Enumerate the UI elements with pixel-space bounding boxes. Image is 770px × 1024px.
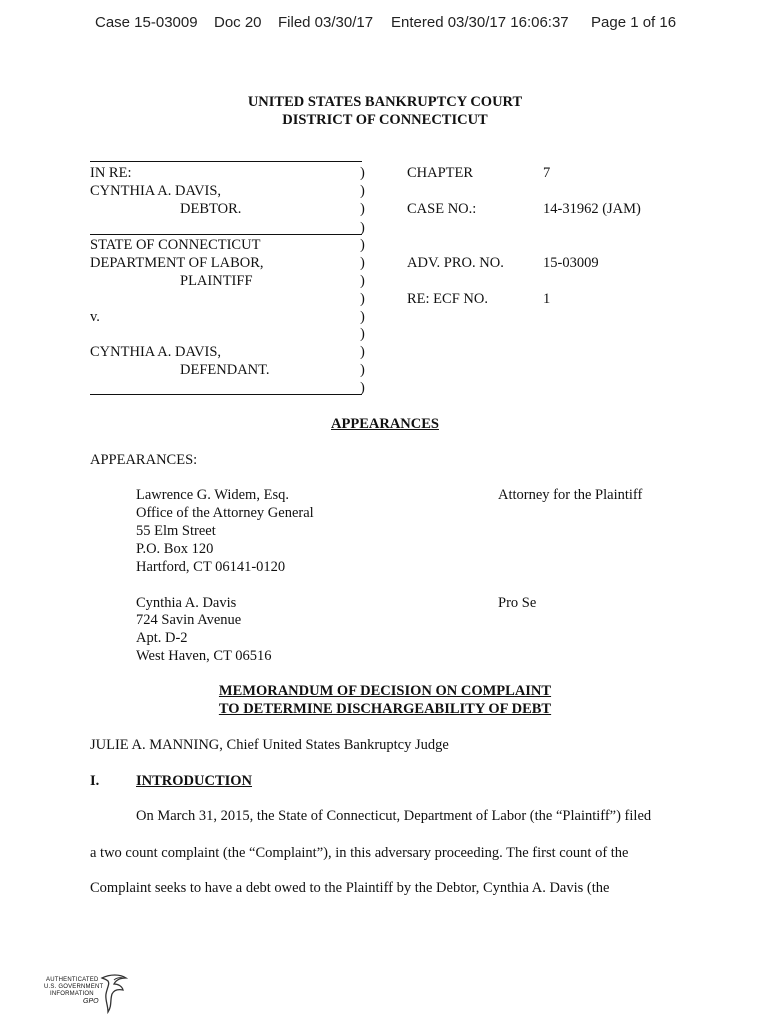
adversary-number-label: ADV. PRO. NO. (407, 255, 504, 271)
header-filed-date: Filed 03/30/17 (278, 14, 374, 31)
header-doc-number: Doc 20 (214, 14, 262, 31)
body-line: Complaint seeks to have a debt owed to the Plaintiff by the Debtor, Cynthia A. Davis (the (90, 880, 610, 896)
caption-rule-middle (90, 234, 362, 235)
pro-se-role: Pro Se (498, 595, 537, 611)
caption-debtor-name: CYNTHIA A. DAVIS, (90, 183, 222, 199)
counsel-address-line: P.O. Box 120 (136, 541, 214, 557)
appearances-heading: APPEARANCES (331, 416, 439, 432)
caption-plaintiff-role: PLAINTIFF (180, 273, 253, 289)
section-title: INTRODUCTION (136, 773, 253, 789)
judge-line: JULIE A. MANNING, Chief United States Bankruptcy Judge (90, 737, 449, 753)
caption-plaintiff-line1: STATE OF CONNECTICUT (90, 237, 261, 253)
pro-se-address-line: 724 Savin Avenue (136, 612, 242, 628)
caption-paren: ) (360, 201, 365, 217)
caption-paren: ) (360, 237, 365, 253)
court-name: UNITED STATES BANKRUPTCY COURT (247, 94, 523, 110)
pro-se-address-line: Apt. D-2 (136, 630, 188, 646)
caption-paren: ) (360, 183, 365, 199)
counsel-address-line: 55 Elm Street (136, 523, 216, 539)
caption-defendant-name: CYNTHIA A. DAVIS, (90, 344, 222, 360)
ecf-number-value: 1 (543, 291, 551, 307)
seal-text-line3: INFORMATION (50, 991, 94, 997)
caption-paren: ) (360, 165, 365, 181)
header-entered-date: Entered 03/30/17 16:06:37 (391, 14, 569, 31)
body-line: On March 31, 2015, the State of Connecticut, Department of Labor (the “Plaintiff”) filed (136, 808, 652, 824)
caption-rule-top (90, 161, 362, 162)
counsel-address-line: Hartford, CT 06141-0120 (136, 559, 286, 575)
caption-paren: ) (360, 291, 365, 307)
caption-paren: ) (360, 362, 365, 378)
header-case-number: Case 15-03009 (95, 14, 198, 31)
counsel-address-line: Lawrence G. Widem, Esq. (136, 487, 289, 503)
memo-title-line1: MEMORANDUM OF DECISION ON COMPLAINT (218, 683, 552, 699)
case-number-value: 14-31962 (JAM) (543, 201, 641, 217)
eagle-icon (96, 972, 130, 1016)
caption-in-re: IN RE: (90, 165, 132, 181)
seal-gpo-text: GPO (83, 998, 99, 1005)
caption-paren: ) (360, 344, 365, 360)
caption-defendant-role: DEFENDANT. (180, 362, 270, 378)
counsel-role: Attorney for the Plaintiff (498, 487, 643, 503)
court-district: DISTRICT OF CONNECTICUT (282, 112, 488, 128)
caption-plaintiff-line2: DEPARTMENT OF LABOR, (90, 255, 264, 271)
caption-paren: ) (360, 380, 365, 396)
caption-debtor-role: DEBTOR. (180, 201, 242, 217)
section-number: I. (90, 773, 100, 789)
seal-text-line2: U.S. GOVERNMENT (44, 984, 104, 990)
counsel-address-line: Office of the Attorney General (136, 505, 314, 521)
caption-versus: v. (90, 309, 100, 325)
caption-paren: ) (360, 220, 365, 236)
body-line: a two count complaint (the “Complaint”), in this adversary proceeding. The first count of the (90, 845, 629, 861)
seal-text-line1: AUTHENTICATED (46, 977, 99, 983)
caption-paren: ) (360, 273, 365, 289)
pro-se-address-line: Cynthia A. Davis (136, 595, 237, 611)
adversary-number-value: 15-03009 (543, 255, 599, 271)
caption-paren: ) (360, 309, 365, 325)
case-number-label: CASE NO.: (407, 201, 477, 217)
pro-se-address-line: West Haven, CT 06516 (136, 648, 272, 664)
ecf-number-label: RE: ECF NO. (407, 291, 488, 307)
caption-rule-bottom (90, 394, 362, 395)
caption-paren: ) (360, 255, 365, 271)
caption-paren: ) (360, 326, 365, 342)
chapter-value: 7 (543, 165, 551, 181)
memo-title-line2: TO DETERMINE DISCHARGEABILITY OF DEBT (218, 701, 552, 717)
appearances-intro: APPEARANCES: (90, 452, 198, 468)
chapter-label: CHAPTER (407, 165, 474, 181)
header-page-count: Page 1 of 16 (591, 14, 677, 31)
